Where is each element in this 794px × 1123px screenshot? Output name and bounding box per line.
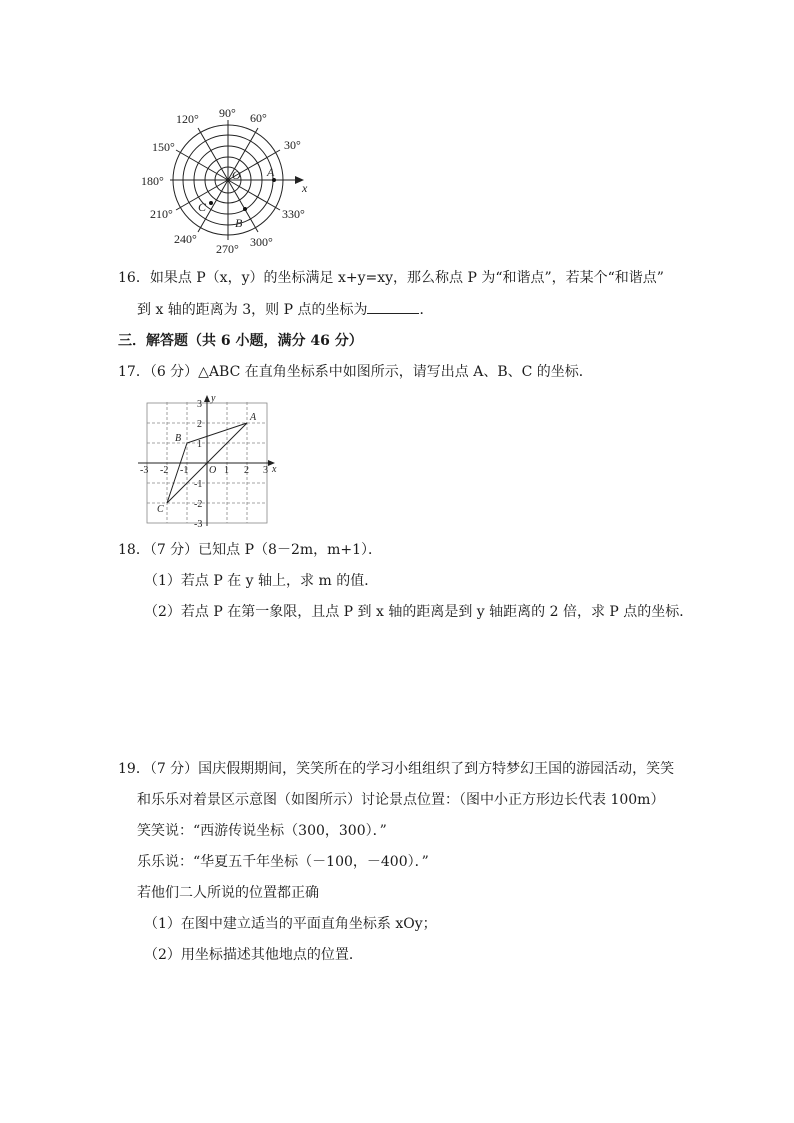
q19-part1: （1）在图中建立适当的平面直角坐标系 xOy； — [144, 916, 437, 932]
point-c-label: C — [198, 200, 207, 214]
label-330: 330° — [282, 207, 305, 221]
point-c-dot — [209, 201, 213, 205]
q19-line1: 19．（7 分）国庆假期期间，笑笑所在的学习小组组织了到方特梦幻王国的游园活动，笑笑 — [118, 761, 675, 777]
y-tick-2: 2 — [197, 419, 202, 430]
x-tick-3: 3 — [263, 465, 268, 476]
q19-part2: （2）用坐标描述其他地点的位置． — [144, 947, 363, 963]
q19-line4: 乐乐说：“华夏五千年坐标（－100，－400）．” — [137, 854, 429, 870]
origin-label: O — [209, 465, 217, 476]
x-axis-label: x — [302, 181, 308, 195]
q16-line2-text: 到 x 轴的距离为 3，则 P 点的坐标为 — [137, 302, 368, 318]
q16-line1: 16．如果点 P（x，y）的坐标满足 x+y=xy，那么称点 P 为“和谐点”，若某个“和谐点” — [118, 270, 664, 286]
point-c-label: C — [157, 504, 164, 515]
q18-part1: （1）若点 P 在 y 轴上，求 m 的值． — [144, 573, 379, 589]
x-tick-neg1: -1 — [180, 465, 189, 476]
polar-figure — [135, 100, 325, 260]
q16-line2 — [137, 299, 433, 320]
y-tick-neg2: -2 — [194, 499, 203, 510]
y-tick-3: 3 — [197, 399, 202, 410]
label-120: 120° — [176, 112, 199, 126]
y-tick-neg1: -1 — [194, 479, 203, 490]
point-b-dot — [243, 207, 247, 211]
label-30: 30° — [284, 138, 301, 152]
answer-blank[interactable] — [367, 299, 419, 314]
label-180: 180° — [141, 174, 164, 188]
label-270: 270° — [216, 242, 239, 256]
q18-part2: （2）若点 P 在第一象限，且点 P 到 x 轴的距离是到 y 轴距离的 2 倍，求 P 点的坐标． — [144, 604, 694, 620]
ray-120 — [198, 128, 228, 180]
point-b-label: B — [235, 216, 243, 230]
q18-text: 18．（7 分）已知点 P（8－2m，m+1）． — [118, 542, 383, 558]
label-90: 90° — [219, 106, 236, 120]
label-60: 60° — [250, 111, 267, 125]
y-axis-arrowhead — [204, 395, 210, 402]
label-210: 210° — [150, 207, 173, 221]
section-3-title: 三．解答题（共 6 小题，满分 46 分） — [118, 333, 363, 349]
x-tick-2: 2 — [244, 465, 249, 476]
y-axis-label: y — [211, 393, 216, 404]
x-tick-neg3: -3 — [140, 465, 149, 476]
ray-300 — [228, 180, 258, 232]
x-tick-1: 1 — [224, 465, 229, 476]
origin-label: O — [232, 168, 241, 182]
x-axis-label: x — [272, 464, 277, 475]
label-300: 300° — [250, 235, 273, 249]
q19-line3: 笑笑说：“西游传说坐标（300，300）．” — [137, 823, 387, 839]
q19-line2: 和乐乐对着景区示意图（如图所示）讨论景点位置：（图中小正方形边长代表 100m） — [137, 792, 665, 808]
label-150: 150° — [152, 140, 175, 154]
q17-text: 17．（6 分）△ABC 在直角坐标系中如图所示，请写出点 A、B、C 的坐标． — [118, 364, 593, 380]
ray-150 — [176, 150, 228, 180]
q16-line2-end: ． — [419, 302, 434, 318]
x-tick-neg2: -2 — [160, 465, 169, 476]
point-a-label: A — [250, 412, 257, 423]
y-tick-neg3: -3 — [194, 519, 203, 528]
y-tick-1: 1 — [197, 439, 202, 450]
ray-330 — [228, 180, 280, 210]
point-b-label: B — [175, 433, 182, 444]
q17-coordinate-graph — [135, 393, 280, 528]
label-240: 240° — [174, 232, 197, 246]
q19-line5: 若他们二人所说的位置都正确 — [137, 885, 319, 901]
point-a-label: A — [267, 165, 275, 179]
